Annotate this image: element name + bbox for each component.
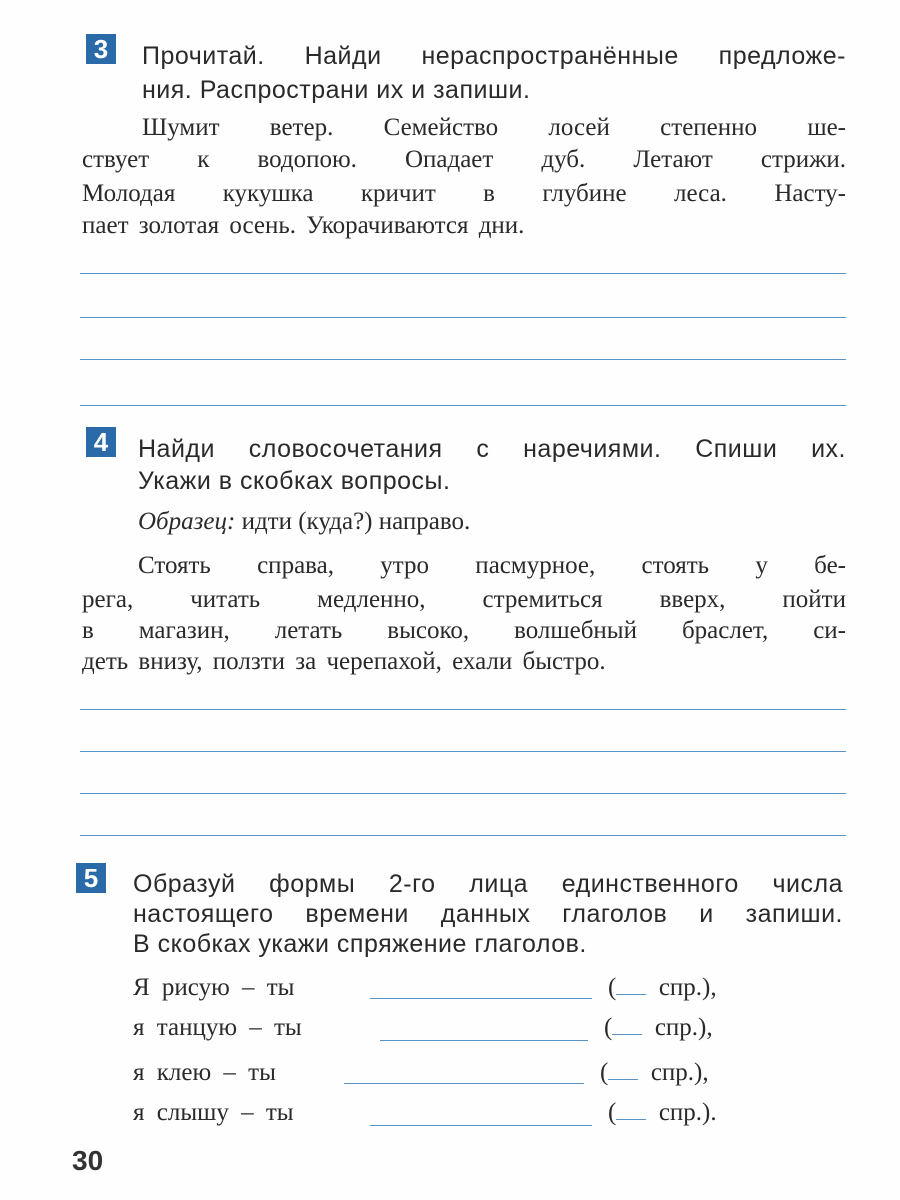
task3-text-line: пает золотая осень. Укорачиваются дни.	[82, 212, 525, 239]
verb-item	[133, 1059, 276, 1087]
answer-line[interactable]	[80, 359, 846, 360]
verb-prompt: я танцую – ты	[133, 1014, 302, 1041]
task4-sample	[138, 508, 470, 536]
task3-instruction-line: ния. Распространи их и запиши.	[142, 76, 531, 104]
task4-text-line: рега, читать медленно, стремиться вверх, пойти	[82, 586, 846, 613]
answer-line[interactable]	[80, 751, 846, 752]
answer-line[interactable]	[80, 405, 846, 406]
task4-instruction-line: Укажи в скобках вопросы.	[138, 467, 451, 495]
conjugation-blank[interactable]	[612, 1034, 642, 1035]
task3-text-line: ствует к водопою. Опадает дуб. Летают стрижи.	[82, 146, 846, 173]
task-number-badge: 5	[76, 863, 106, 893]
task-number-badge: 4	[86, 427, 116, 457]
task4-instruction-line: Найди словосочетания с наречиями. Спиши их.	[138, 435, 846, 463]
task5-instruction-line: настоящего времени данных глаголов и запиши.	[133, 900, 843, 928]
task3-text-line: Молодая кукушка кричит в глубине леса. Насту-	[82, 180, 846, 207]
verb-prompt: я клею – ты	[133, 1059, 276, 1086]
conjugation-label: спр.),	[650, 1059, 709, 1086]
conjugation-label: спр.),	[658, 974, 717, 1001]
page-number: 30	[72, 1145, 104, 1176]
conjugation-field	[608, 1099, 717, 1127]
verb-answer-blank[interactable]	[370, 1125, 592, 1126]
verb-answer-blank[interactable]	[380, 1040, 588, 1041]
open-paren: (	[600, 1059, 609, 1086]
task-number-badge: 3	[86, 34, 116, 64]
task4-text-line: деть внизу, ползти за черепахой, ехали быстро.	[82, 648, 606, 675]
verb-item	[133, 1099, 294, 1127]
verb-item	[133, 974, 294, 1002]
conjugation-blank[interactable]	[616, 994, 646, 995]
conjugation-field	[604, 1014, 713, 1042]
conjugation-label: спр.).	[658, 1099, 717, 1126]
answer-line[interactable]	[80, 273, 846, 274]
answer-line[interactable]	[80, 317, 846, 318]
task4-text-line: в магазин, летать высоко, волшебный браслет, си-	[82, 617, 846, 644]
task3-instruction-line: Прочитай. Найди нераспространённые предложе-	[142, 42, 846, 70]
conjugation-label: спр.),	[654, 1014, 713, 1041]
task5-instruction-line: В скобках укажи спряжение глаголов.	[133, 930, 587, 958]
conjugation-blank[interactable]	[616, 1119, 646, 1120]
task4-text-line: Стоять справа, утро пасмурное, стоять у бе-	[138, 552, 846, 579]
verb-answer-blank[interactable]	[370, 998, 592, 999]
verb-answer-blank[interactable]	[344, 1083, 584, 1084]
conjugation-field	[600, 1059, 709, 1087]
open-paren: (	[608, 1099, 617, 1126]
open-paren: (	[608, 974, 617, 1001]
answer-line[interactable]	[80, 835, 846, 836]
task5-instruction-line: Образуй формы 2-го лица единственного числа	[133, 870, 843, 898]
answer-line[interactable]	[80, 793, 846, 794]
conjugation-field	[608, 974, 717, 1002]
verb-prompt: я слышу – ты	[133, 1099, 294, 1126]
conjugation-blank[interactable]	[608, 1079, 638, 1080]
open-paren: (	[604, 1014, 613, 1041]
task3-text-line: Шумит ветер. Семейство лосей степенно ше-	[142, 114, 846, 141]
sample-text: идти (куда?) направо.	[241, 508, 471, 535]
sample-label: Образец:	[138, 508, 236, 535]
verb-prompt: Я рисую – ты	[133, 974, 295, 1001]
verb-item	[133, 1014, 302, 1042]
answer-line[interactable]	[80, 709, 846, 710]
